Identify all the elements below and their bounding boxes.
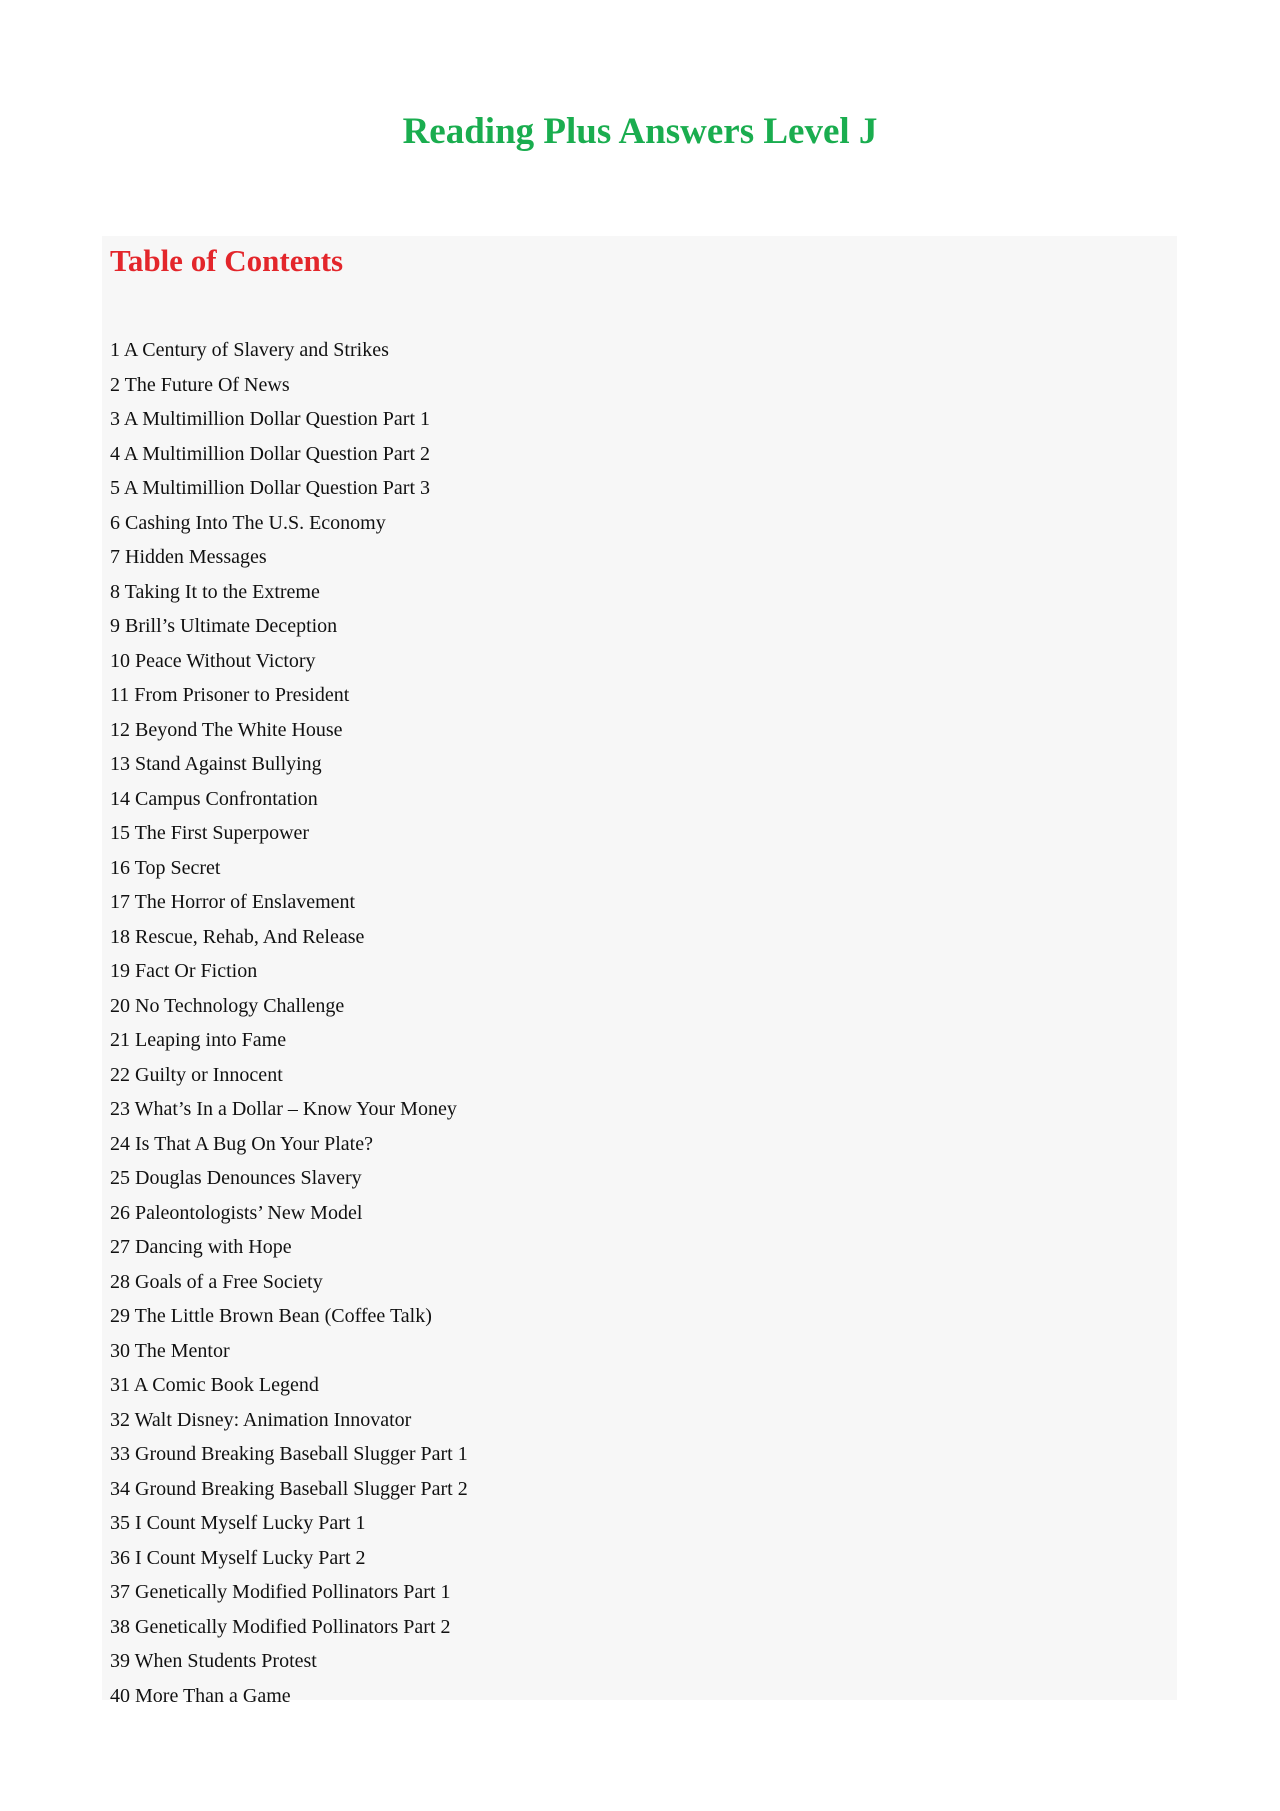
- toc-item[interactable]: 8 Taking It to the Extreme: [110, 580, 320, 603]
- toc-item[interactable]: 12 Beyond The White House: [110, 718, 343, 741]
- toc-item[interactable]: 40 More Than a Game: [110, 1684, 291, 1707]
- toc-item[interactable]: 37 Genetically Modified Pollinators Part 1: [110, 1581, 451, 1603]
- toc-item[interactable]: 33 Ground Breaking Baseball Slugger Part 1: [110, 1443, 468, 1465]
- toc-item[interactable]: 4 A Multimillion Dollar Question Part 2: [110, 442, 430, 465]
- toc-item[interactable]: 24 Is That A Bug On Your Plate?: [110, 1132, 373, 1155]
- toc-item[interactable]: 17 The Horror of Enslavement: [110, 891, 356, 913]
- toc-item[interactable]: 7 Hidden Messages: [110, 546, 267, 568]
- toc-item[interactable]: 1 A Century of Slavery and Strikes: [110, 339, 389, 361]
- toc-item[interactable]: 22 Guilty or Innocent: [110, 1063, 283, 1086]
- toc-item[interactable]: 21 Leaping into Fame: [110, 1029, 287, 1051]
- toc-item[interactable]: 25 Douglas Denounces Slavery: [110, 1167, 362, 1189]
- toc-item[interactable]: 39 When Students Protest: [110, 1650, 317, 1672]
- toc-heading: Table of Contents: [110, 243, 344, 278]
- toc-item[interactable]: 15 The First Superpower: [110, 822, 310, 844]
- toc-item[interactable]: 36 I Count Myself Lucky Part 2: [110, 1546, 366, 1569]
- toc-item[interactable]: 32 Walt Disney: Animation Innovator: [110, 1408, 412, 1431]
- toc-item[interactable]: 23 What’s In a Dollar – Know Your Money: [110, 1098, 457, 1120]
- toc-item[interactable]: 18 Rescue, Rehab, And Release: [110, 925, 365, 948]
- toc-item[interactable]: 31 A Comic Book Legend: [110, 1374, 319, 1396]
- toc-item[interactable]: 13 Stand Against Bullying: [110, 753, 322, 775]
- document-title: Reading Plus Answers Level J: [402, 111, 878, 152]
- toc-item[interactable]: 9 Brill’s Ultimate Deception: [110, 615, 338, 637]
- toc-item[interactable]: 11 From Prisoner to President: [110, 684, 350, 706]
- toc-item[interactable]: 14 Campus Confrontation: [110, 787, 318, 810]
- toc-item[interactable]: 30 The Mentor: [110, 1339, 230, 1362]
- toc-item[interactable]: 27 Dancing with Hope: [110, 1236, 292, 1258]
- toc-list: [110, 333, 468, 1713]
- toc-item[interactable]: 20 No Technology Challenge: [110, 994, 345, 1017]
- toc-item[interactable]: 34 Ground Breaking Baseball Slugger Part 2: [110, 1477, 468, 1500]
- toc-item[interactable]: 6 Cashing Into The U.S. Economy: [110, 511, 386, 534]
- toc-item[interactable]: 16 Top Secret: [110, 856, 221, 879]
- toc-item[interactable]: 26 Paleontologists’ New Model: [110, 1201, 363, 1224]
- toc-item[interactable]: 5 A Multimillion Dollar Question Part 3: [110, 477, 430, 499]
- toc-item[interactable]: 3 A Multimillion Dollar Question Part 1: [110, 408, 430, 430]
- toc-item[interactable]: 2 The Future Of News: [110, 373, 290, 396]
- toc-item[interactable]: 10 Peace Without Victory: [110, 649, 316, 672]
- toc-item[interactable]: 38 Genetically Modified Pollinators Part 2: [110, 1615, 451, 1638]
- toc-item[interactable]: 29 The Little Brown Bean (Coffee Talk): [110, 1305, 432, 1327]
- toc-item[interactable]: 35 I Count Myself Lucky Part 1: [110, 1512, 366, 1534]
- table-of-contents: [102, 236, 1177, 1707]
- toc-item[interactable]: 19 Fact Or Fiction: [110, 960, 258, 982]
- toc-item[interactable]: 28 Goals of a Free Society: [110, 1270, 323, 1293]
